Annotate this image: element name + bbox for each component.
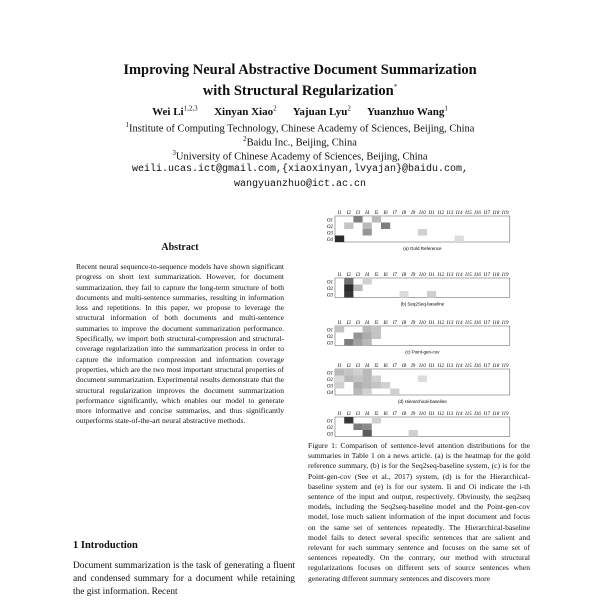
input-sentence-label: I17 [483,273,491,278]
heatmap-cell [363,424,372,431]
heatmap-cell [363,389,372,396]
input-sentence-label: I12 [437,321,445,326]
heatmap-cell [335,326,344,333]
heatmap-cell [353,369,362,376]
input-sentence-label: I9 [411,412,416,417]
input-sentence-label: I13 [446,211,454,216]
input-sentence-label: I4 [365,211,370,216]
heatmap-cell [353,333,362,340]
affiliation-mark: 3 [172,149,176,157]
author-name: Yajuan Lyu [292,105,348,118]
panel-caption: (c) Point-gen-cov [405,349,440,355]
heatmap-cell [372,216,381,223]
heatmap-cell [418,229,427,236]
output-sentence-label: O2 [326,377,333,383]
input-sentence-label: I14 [455,364,463,369]
author-affiliation-mark: 1 [444,104,448,112]
input-sentence-label: I11 [428,273,435,278]
heatmap-cell [363,223,372,230]
input-sentence-label: I15 [465,412,472,417]
output-sentence-label: O3 [326,231,333,237]
heatmap-cell [372,417,381,424]
input-sentence-label: I13 [446,364,454,369]
input-sentence-label: I6 [383,211,388,216]
heatmap-cell [344,339,353,346]
author-name: Wei Li [152,105,184,118]
heatmap-cell [427,291,436,298]
input-sentence-label: I7 [392,321,397,326]
input-sentence-label: I3 [355,273,361,278]
panel-caption: (a) Gold Reference [403,246,442,251]
heatmap-cell [344,417,353,424]
input-sentence-label: I12 [437,211,445,216]
title-line-2 [0,79,600,100]
input-sentence-label: I7 [392,211,397,216]
author-affiliation-mark: 1,2,3 [183,104,198,112]
heatmap-cell [363,278,372,285]
output-sentence-label: O1 [326,328,333,334]
output-sentence-label: O1 [326,419,333,425]
heatmap-cell [353,382,362,389]
output-sentence-label: O2 [326,425,333,431]
heatmap-cell [344,278,353,285]
input-sentence-label: I5 [374,364,379,369]
input-sentence-label: I16 [474,211,481,216]
input-sentence-label: I18 [492,321,500,326]
input-sentence-label: I5 [374,211,379,216]
input-sentence-label: I12 [437,273,445,278]
title-line-1: Improving Neural Abstractive Document Summarization [123,62,477,78]
paper-title [0,62,600,100]
input-sentence-label: I10 [419,211,426,216]
email-line-1: weili.ucas.ict@gmail.com,{xiaoxinyan,lvyajan}@baidu.com, [131,164,469,175]
input-sentence-label: I16 [474,364,481,369]
input-sentence-label: I8 [401,211,407,216]
input-sentence-label: I1 [337,211,342,216]
input-sentence-label: I7 [392,364,397,369]
abstract-heading: Abstract [161,242,199,253]
title-footnote-mark: * [393,83,398,91]
input-sentence-label: I14 [455,412,463,417]
heatmap-cell [363,333,372,340]
input-sentence-label: I11 [428,364,435,369]
output-sentence-label: O3 [326,384,333,390]
heatmap-cell [344,223,353,230]
output-sentence-label: O4 [326,237,333,243]
output-sentence-label: O3 [326,432,333,438]
input-sentence-label: I5 [374,321,379,326]
author-affiliation-mark: 2 [273,104,277,112]
input-sentence-label: I1 [337,412,342,417]
input-sentence-label: I1 [337,364,342,369]
heatmap-cell [390,389,399,396]
input-sentence-label: I17 [483,364,491,369]
author-name: Xinyan Xiao [214,105,274,118]
input-sentence-label: I19 [501,273,509,278]
input-sentence-label: I16 [474,321,481,326]
heatmap-cell [409,430,418,437]
input-sentence-label: I15 [465,364,472,369]
input-sentence-label: I14 [455,211,463,216]
affiliation [0,135,600,149]
heatmap-cell [399,291,408,298]
heatmap-cell [363,339,372,346]
input-sentence-label: I8 [401,273,407,278]
heatmap-cell [335,236,344,243]
abstract-body: Recent neural sequence-to-sequence models have shown significant progress on short text summarization. However, for document summarization, they fail to capture the long-term structure of both documents and multi-sentence summaries, resulting in information loss and repetitions. In this paper, we propose to leverage the structural information of both documents and multi-sentence summaries to improve the document summarization performance. Specifically, we import both structural-compression and structural-coverage regularization into the summarization process in order to capture the information compression and information coverage properties, which are the two most important structural properties of document summarization. Experimental results demonstrate that the structural regularization improves the document summarization performance significantly, which enables our model to generate more informative and concise summaries, and thus significantly outperforms state-of-the-art neural abstractive methods. [76,262,284,426]
heatmap-cell [353,285,362,292]
input-sentence-label: I16 [474,412,481,417]
heatmap-cell [353,424,362,431]
input-sentence-label: I19 [501,364,509,369]
input-sentence-label: I14 [455,321,463,326]
input-sentence-label: I15 [465,321,472,326]
input-sentence-label: I18 [492,364,500,369]
input-sentence-label: I17 [483,412,491,417]
heatmap-cell [344,285,353,292]
input-sentence-label: I1 [337,273,342,278]
output-sentence-label: O3 [326,293,333,299]
heatmap-cell [372,333,381,340]
input-sentence-label: I2 [346,211,351,216]
input-sentence-label: I2 [346,412,351,417]
input-sentence-label: I3 [355,412,361,417]
author [214,106,277,118]
output-sentence-label: O3 [326,341,333,347]
heatmap-cell [353,339,362,346]
input-sentence-label: I9 [411,321,416,326]
heatmap-cell [372,376,381,383]
input-sentence-label: I13 [446,321,454,326]
affiliation-mark: 1 [125,121,130,129]
input-sentence-label: I3 [355,321,361,326]
author [367,106,448,118]
affiliation-text: Institute of Computing Technology, Chinese Academy of Sciences, Beijing, China [129,123,475,135]
input-sentence-label: I10 [419,273,426,278]
input-sentence-label: I5 [374,412,379,417]
input-sentence-label: I7 [392,412,397,417]
input-sentence-label: I17 [483,211,491,216]
heatmap-cell [381,382,390,389]
input-sentence-label: I19 [501,412,509,417]
heatmap-cell [372,382,381,389]
heatmap-cell [353,376,362,383]
input-sentence-label: I9 [411,273,416,278]
input-sentence-label: I10 [419,364,426,369]
output-sentence-label: O2 [326,334,333,340]
heatmap-cell [363,430,372,437]
input-sentence-label: I8 [401,364,407,369]
title-line-2-text: with Structural Regularization [202,82,394,99]
input-sentence-label: I6 [383,273,388,278]
heatmap-cell [335,382,344,389]
input-sentence-label: I5 [374,273,379,278]
heatmap-cell [363,376,372,383]
input-sentence-label: I10 [419,321,426,326]
author-list [0,104,600,118]
input-sentence-label: I1 [337,321,342,326]
author-affiliation-mark: 2 [347,104,351,112]
attention-heatmap-figure [300,206,532,438]
output-sentence-label: O1 [326,218,333,224]
heatmap-cell [363,382,372,389]
input-sentence-label: I7 [392,273,397,278]
input-sentence-label: I15 [465,211,472,216]
input-sentence-label: I14 [455,273,463,278]
output-sentence-label: O2 [326,224,333,230]
heatmap-cell [381,223,390,230]
input-sentence-label: I19 [501,321,509,326]
email-line-2: wangyuanzhuo@ict.ac.cn [233,179,367,190]
input-sentence-label: I18 [492,211,500,216]
affiliation [0,121,600,135]
introduction-body: Document summarization is the task of generating a fluent and condensed summary for a document while retaining the gist information. Recent [73,561,295,597]
author [293,106,351,118]
input-sentence-label: I8 [401,412,407,417]
input-sentence-label: I17 [483,321,491,326]
input-sentence-label: I12 [437,364,445,369]
input-sentence-label: I12 [437,412,445,417]
heatmap-cell [418,376,427,383]
output-sentence-label: O2 [326,286,333,292]
affiliation-text: Baidu Inc., Beijing, China [246,137,357,149]
input-sentence-label: I2 [346,364,351,369]
author-name: Yuanzhuo Wang [367,105,445,118]
input-sentence-label: I9 [411,211,416,216]
input-sentence-label: I15 [465,273,472,278]
input-sentence-label: I2 [346,321,351,326]
affiliation-text: University of Chinese Academy of Sciences, Beijing, China [175,151,428,163]
input-sentence-label: I10 [419,412,426,417]
heatmap-cell [353,389,362,396]
input-sentence-label: I18 [492,412,500,417]
input-sentence-label: I6 [383,321,388,326]
input-sentence-label: I4 [365,321,370,326]
input-sentence-label: I18 [492,273,500,278]
input-sentence-label: I3 [355,211,361,216]
affiliation-mark: 2 [243,135,247,143]
input-sentence-label: I8 [401,321,407,326]
introduction-heading: 1 Introduction [73,540,138,551]
input-sentence-label: I13 [446,412,454,417]
heatmap-cell [335,369,344,376]
panel-caption: (b) Seq2Seq-baseline [400,301,445,307]
heatmap-cell [344,376,353,383]
heatmap-cell [335,376,344,383]
heatmap-cell [363,369,372,376]
heatmap-cell [363,326,372,333]
input-sentence-label: I19 [501,211,509,216]
heatmap-cell [372,326,381,333]
heatmap-cell [363,229,372,236]
input-sentence-label: I11 [428,412,435,417]
heatmap-cell [344,291,353,298]
input-sentence-label: I6 [383,364,388,369]
heatmap-cell [455,236,464,243]
input-sentence-label: I6 [383,412,388,417]
output-sentence-label: O4 [326,390,333,396]
input-sentence-label: I4 [365,364,370,369]
input-sentence-label: I16 [474,273,481,278]
output-sentence-label: O1 [326,371,333,377]
panel-caption: (d) Hierarchical-baseline [398,399,447,404]
output-sentence-label: O1 [326,280,333,286]
affiliation [0,149,600,163]
input-sentence-label: I4 [365,273,370,278]
input-sentence-label: I9 [411,364,416,369]
input-sentence-label: I2 [346,273,351,278]
figure-caption: Figure 1: Comparison of sentence-level attention distributions for the summaries in Table 1 on a news article. (a) is the heatmap for the gold reference summary, (b) is for the Seq2seq-baseline system, (c) is for the Point-gen-cov (See et al., 2017) system, (d) is for the Hierarchical-baseline system and (e) is for our system. Ii and Oi indicate the i-th sentence of the input and output, respectively. Obviously, the seq2seq models, including the Seq2seq-baseline model and the Point-gen-cov model, lose much salient information of the input document and focus on the same set of sentences repeatedly. The Hierarchical-baseline model fails to detect several specific sentences that are salient and relevant for each summary sentence and focuses on the same set of sentences repeatedly. On the contrary, our method with structural regularizations focuses on different sets of source sentences when generating different summary sentences and discovers more [308,441,530,583]
input-sentence-label: I4 [365,412,370,417]
input-sentence-label: I11 [428,321,435,326]
input-sentence-label: I3 [355,364,361,369]
heatmap-cell [353,216,362,223]
author [152,106,197,118]
input-sentence-label: I11 [428,211,435,216]
input-sentence-label: I13 [446,273,454,278]
heatmap-cell [344,369,353,376]
